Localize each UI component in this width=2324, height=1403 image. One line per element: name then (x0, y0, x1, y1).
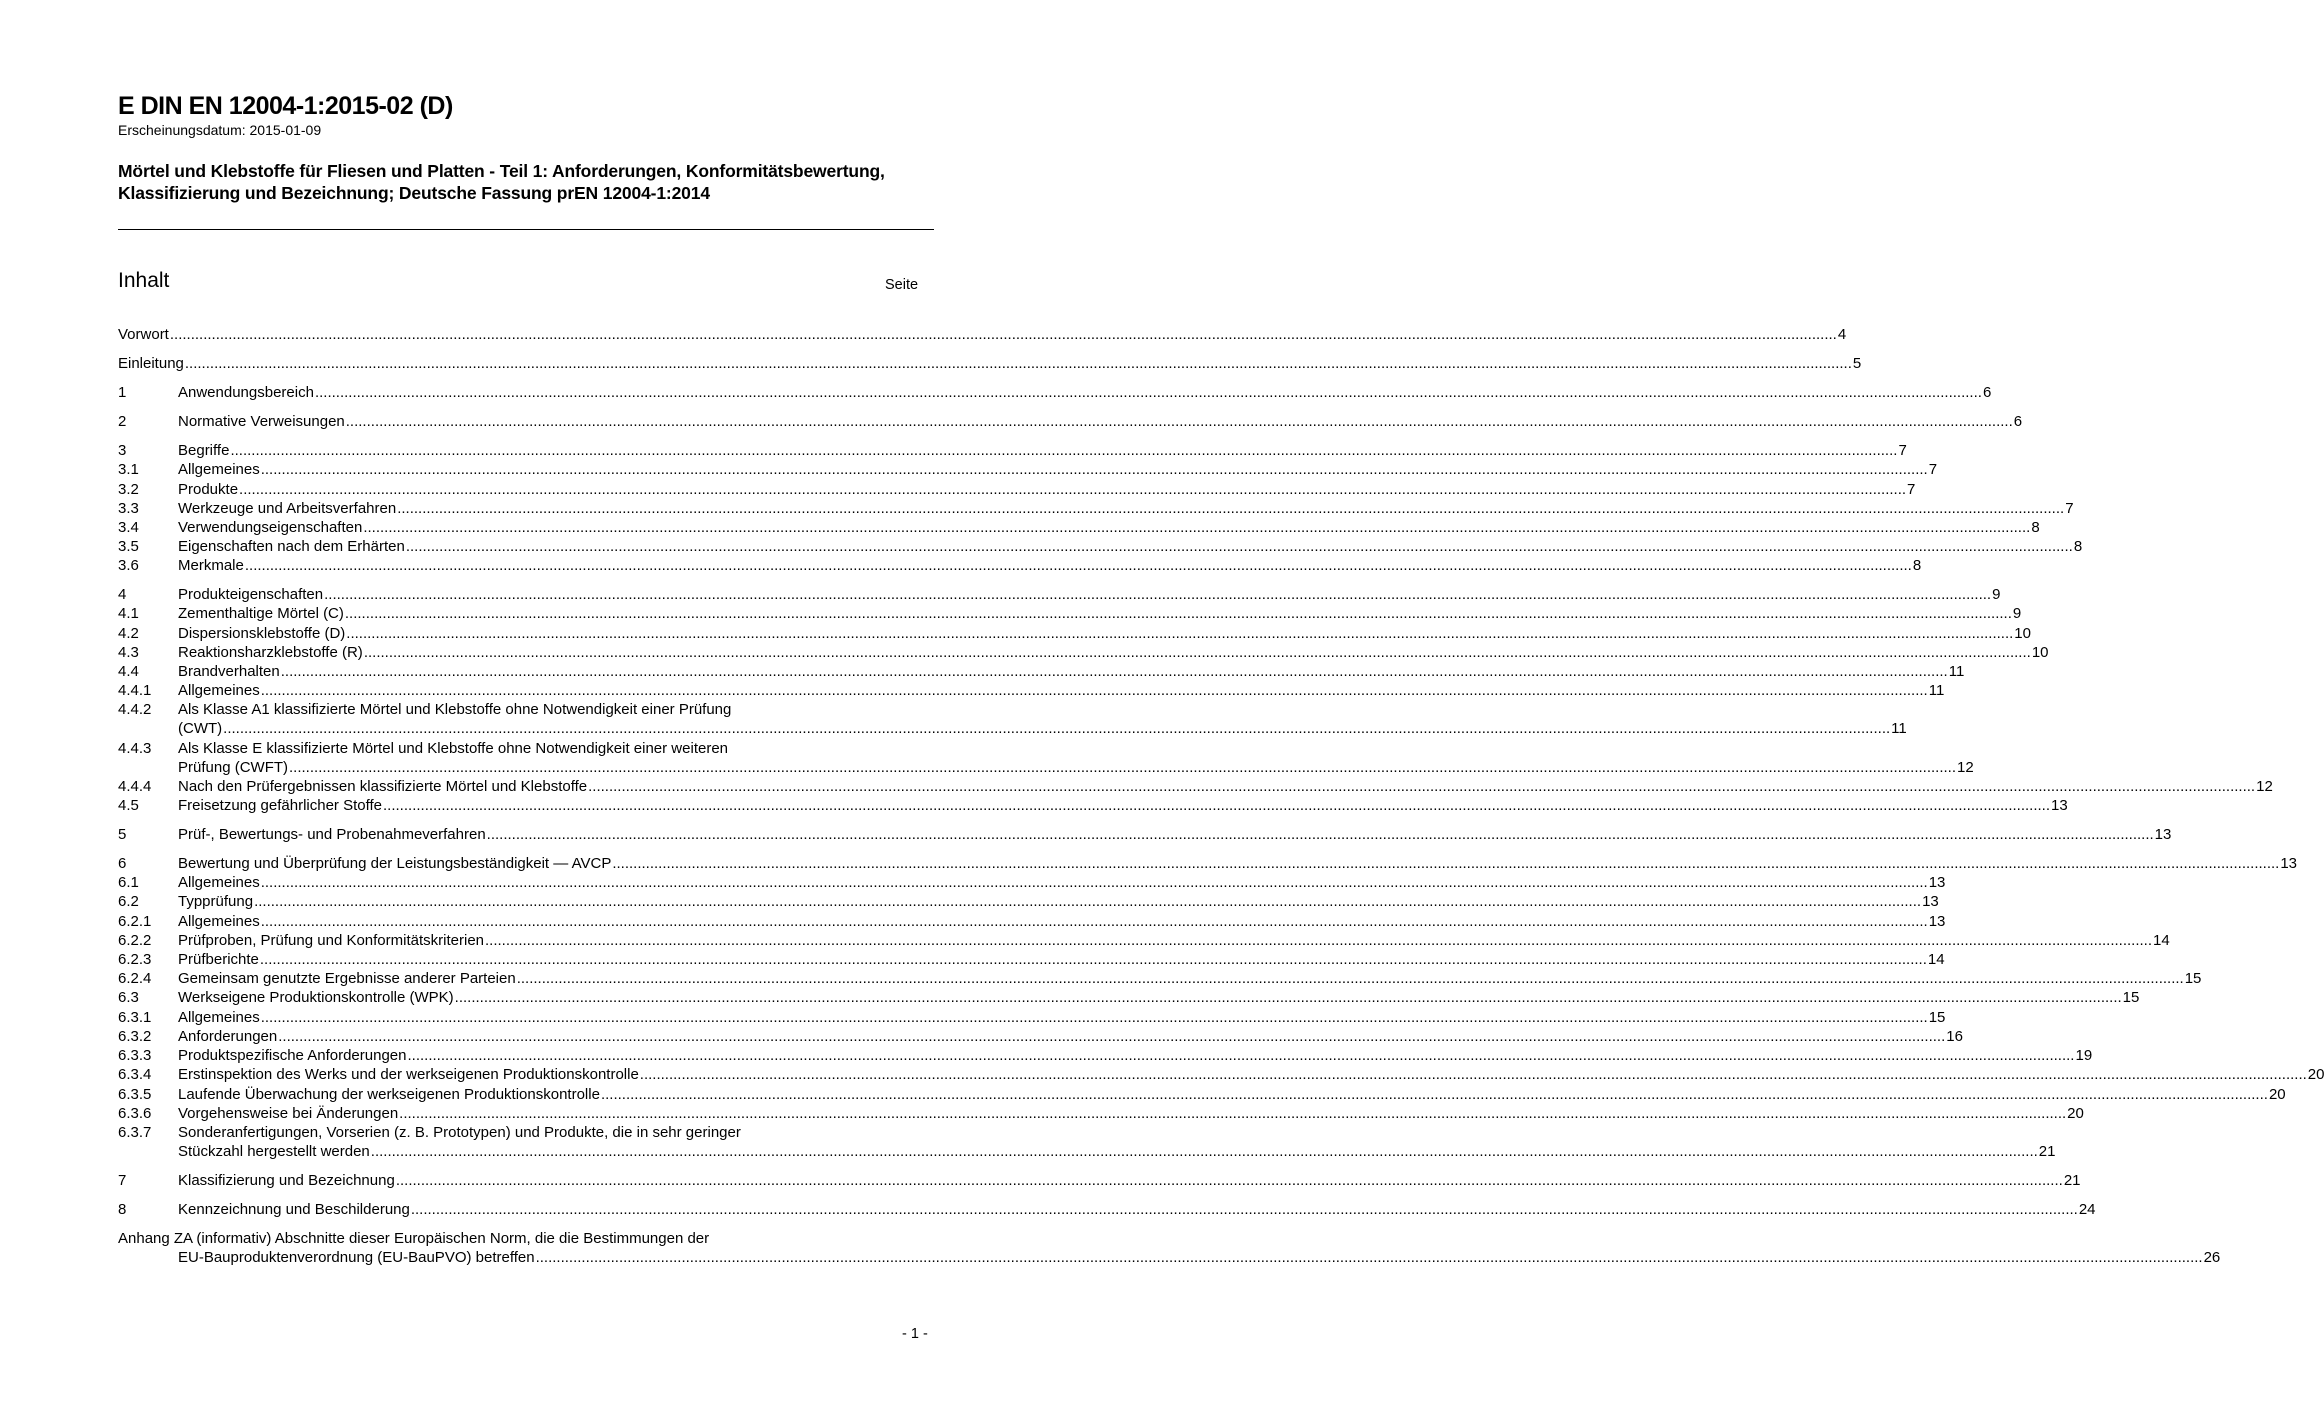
toc-entry-title: Begriffe (178, 442, 230, 459)
toc-entry-text (178, 1027, 1963, 1046)
toc-entry-number: 6.3.3 (118, 1047, 152, 1064)
toc-entry[interactable] (118, 1027, 1963, 1046)
dot-leader: ................................................................................................................................................................................................................................................................................................................................................................................................................ (260, 913, 1928, 930)
toc-entry-title: Normative Verweisungen (178, 413, 345, 430)
toc-entry-text (178, 739, 1974, 777)
toc-entry-title: Prüfberichte (178, 951, 259, 968)
toc-entry-text (178, 1123, 2056, 1161)
dot-leader: ................................................................................................................................................................................................................................................................................................................................................................................................................ (260, 682, 1928, 699)
toc-entry-number: 2 (118, 413, 127, 430)
toc-entry-title: Klassifizierung und Bezeichnung (178, 1172, 395, 1189)
toc-entry-title: Laufende Überwachung der werkseigenen Produktionskontrolle (178, 1086, 600, 1103)
toc-entry[interactable] (118, 1200, 2096, 1219)
toc-entry-text (178, 854, 2298, 873)
dot-leader: ................................................................................................................................................................................................................................................................................................................................................................................................................ (407, 1047, 2075, 1064)
toc-entry-number: 4.4 (118, 663, 139, 680)
toc-entry-number: 7 (118, 1172, 127, 1189)
toc-entry-page: 13 (2154, 826, 2172, 843)
toc-entry-text (178, 700, 1907, 738)
toc-entry[interactable] (118, 624, 2031, 643)
toc-entry-text (118, 325, 1847, 344)
toc-entry[interactable] (118, 585, 2001, 604)
toc-entry[interactable] (118, 604, 2022, 623)
dot-leader: ................................................................................................................................................................................................................................................................................................................................................................................................................ (260, 461, 1928, 478)
toc-entry-page: 20 (2268, 1086, 2286, 1103)
dot-leader: ................................................................................................................................................................................................................................................................................................................................................................................................................ (254, 893, 1922, 910)
toc-entry[interactable] (118, 537, 2083, 556)
toc-entry-title: Allgemeines (178, 682, 260, 699)
toc-entry-number: 6.2.1 (118, 913, 152, 930)
toc-entry-text (178, 1008, 1946, 1027)
toc-entry-text (178, 662, 1965, 681)
toc-entry-page: 21 (2063, 1172, 2081, 1189)
toc-entry-number: 3.4 (118, 519, 139, 536)
dot-leader: ................................................................................................................................................................................................................................................................................................................................................................................................................ (516, 970, 2184, 987)
dot-leader: ................................................................................................................................................................................................................................................................................................................................................................................................................ (260, 874, 1928, 891)
toc-entry[interactable] (118, 681, 1945, 700)
toc-entry-text (178, 585, 2001, 604)
toc-entry-text (178, 480, 1916, 499)
toc-entry[interactable] (118, 777, 2273, 796)
toc-entry[interactable] (118, 480, 1916, 499)
toc-entry-text (178, 988, 2140, 1007)
dot-leader: ................................................................................................................................................................................................................................................................................................................................................................................................................ (535, 1249, 2203, 1266)
toc-entry-title: Werkzeuge und Arbeitsverfahren (178, 500, 397, 517)
toc-entry-number: 1 (118, 384, 127, 401)
toc-entry[interactable] (118, 460, 1938, 479)
toc-entry-page: 13 (2051, 797, 2068, 814)
toc-entry-number: 8 (118, 1201, 127, 1218)
dot-leader: ................................................................................................................................................................................................................................................................................................................................................................................................................ (383, 797, 2051, 814)
toc-entry[interactable] (118, 825, 2172, 844)
toc-entry-title: Produktspezifische Anforderungen (178, 1047, 407, 1064)
toc-entry-title: Produkte (178, 481, 239, 498)
toc-entry-number: 3.2 (118, 481, 139, 498)
toc-entry-number: 6.3.5 (118, 1086, 152, 1103)
toc-entry[interactable] (118, 739, 1974, 777)
toc-entry-text (178, 556, 1922, 575)
toc-entry[interactable] (118, 969, 2202, 988)
toc-entry-title: Reaktionsharzklebstoffe (R) (178, 644, 363, 661)
toc-entry-number: 4.1 (118, 605, 139, 622)
toc-entry-text (178, 499, 2074, 518)
toc-entry-text (178, 912, 1946, 931)
toc-entry-title: Eigenschaften nach dem Erhärten (178, 538, 405, 555)
toc-entry[interactable] (118, 912, 1946, 931)
toc-entry-number: 6.1 (118, 874, 139, 891)
toc-entry[interactable] (118, 892, 1939, 911)
toc-entry-number: 4.5 (118, 797, 139, 814)
dot-leader: ................................................................................................................................................................................................................................................................................................................................................................................................................ (397, 500, 2065, 517)
toc-entry[interactable] (118, 412, 2023, 431)
toc-entry-title: Nach den Prüfergebnissen klassifizierte Mörtel und Klebstoffe (178, 778, 588, 795)
dot-leader: ................................................................................................................................................................................................................................................................................................................................................................................................................ (486, 826, 2154, 843)
dot-leader: ................................................................................................................................................................................................................................................................................................................................................................................................................ (485, 932, 2152, 949)
dot-leader: ................................................................................................................................................................................................................................................................................................................................................................................................................ (324, 586, 1992, 603)
publication-date: Erscheinungsdatum: 2015-01-09 (118, 122, 322, 138)
toc-entry[interactable] (118, 1065, 2324, 1084)
toc-entry-number: 4.4.3 (118, 740, 152, 757)
toc-entry[interactable] (118, 1229, 2221, 1267)
toc-entry[interactable] (118, 1123, 2056, 1161)
dot-leader: ................................................................................................................................................................................................................................................................................................................................................................................................................ (344, 605, 2012, 622)
toc-entry-text (178, 1104, 2084, 1123)
toc-entry-text (178, 383, 1992, 402)
dot-leader: ................................................................................................................................................................................................................................................................................................................................................................................................................ (395, 1172, 2063, 1189)
toc-entry[interactable] (118, 354, 1862, 373)
dot-leader: ................................................................................................................................................................................................................................................................................................................................................................................................................ (169, 326, 1837, 343)
toc-entry-text (178, 931, 2170, 950)
toc-entry-page: 4 (1837, 326, 1847, 343)
toc-entry-page: 8 (1912, 557, 1922, 574)
toc-entry-number: 5 (118, 826, 127, 843)
toc-entry[interactable] (118, 931, 2170, 950)
dot-leader: ................................................................................................................................................................................................................................................................................................................................................................................................................ (410, 1201, 2078, 1218)
toc-entry-title: Vorgehensweise bei Änderungen (178, 1105, 399, 1122)
toc-entry-text (178, 1171, 2081, 1190)
toc-entry-page: 11 (1928, 682, 1945, 699)
toc-entry-text (178, 1046, 2093, 1065)
toc-entry-number: 3.5 (118, 538, 139, 555)
toc-entry-title: EU-Bauproduktenverordnung (EU-BauPVO) betreffen (178, 1249, 535, 1266)
toc-entry[interactable] (118, 1171, 2081, 1190)
toc-entry-page: 15 (1928, 1009, 1946, 1026)
toc-entry-text (178, 1085, 2286, 1104)
toc-page-column-label: Seite (885, 277, 919, 293)
dot-leader: ................................................................................................................................................................................................................................................................................................................................................................................................................ (230, 442, 1898, 459)
toc-entry-text (178, 873, 1946, 892)
toc-entry-page: 20 (2307, 1066, 2324, 1083)
toc-entry-page: 8 (2073, 538, 2083, 555)
toc-entry-page: 9 (1992, 586, 2001, 603)
toc-entry-title: Allgemeines (178, 461, 260, 478)
toc-entry-number: 6.2.2 (118, 932, 152, 949)
toc-entry-number: 3 (118, 442, 127, 459)
toc-entry-page: 9 (2012, 605, 2022, 622)
dot-leader: ................................................................................................................................................................................................................................................................................................................................................................................................................ (454, 989, 2122, 1006)
toc-entry-number: 4.4.1 (118, 682, 152, 699)
toc-entry-page: 20 (2067, 1105, 2084, 1122)
toc-entry-number: 4.4.4 (118, 778, 152, 795)
toc-entry-page: 14 (2153, 932, 2170, 949)
toc-entry-number: 6.3.2 (118, 1028, 152, 1045)
toc-entry-text (178, 950, 1945, 969)
toc-entry-page: 6 (2013, 413, 2023, 430)
toc-entry-page: 15 (2122, 989, 2140, 1006)
toc-entry-title: Zementhaltige Mörtel (C) (178, 605, 344, 622)
toc-entry-number: 3.1 (118, 461, 139, 478)
toc-entry-page: 7 (1907, 481, 1916, 498)
toc-entry-number: 4.3 (118, 644, 139, 661)
toc-entry-title: Typprüfung (178, 893, 254, 910)
toc-entry-number: 6.3 (118, 989, 139, 1006)
toc-entry-number: 4.2 (118, 625, 139, 642)
toc-entry-title: Prüfproben, Prüfung und Konformitätskriterien (178, 932, 484, 949)
dot-leader: ................................................................................................................................................................................................................................................................................................................................................................................................................ (363, 644, 2031, 661)
toc-entry-number: 6.2 (118, 893, 139, 910)
toc-entry-text (178, 892, 1939, 911)
toc-entry[interactable] (118, 988, 2140, 1007)
toc-entry-title: Kennzeichnung und Beschilderung (178, 1201, 410, 1218)
toc-entry[interactable] (118, 383, 1992, 402)
toc-entry[interactable] (118, 873, 1946, 892)
toc-entry-title: Anforderungen (178, 1028, 278, 1045)
toc-entry[interactable] (118, 662, 1965, 681)
toc-entry-page: 13 (1928, 874, 1946, 891)
toc-entry[interactable] (118, 1085, 2286, 1104)
dot-leader: ................................................................................................................................................................................................................................................................................................................................................................................................................ (314, 384, 1982, 401)
toc-entry-text (178, 604, 2022, 623)
toc-entry-page: 11 (1948, 663, 1965, 680)
dot-leader: ................................................................................................................................................................................................................................................................................................................................................................................................................ (184, 355, 1852, 372)
dot-leader: ................................................................................................................................................................................................................................................................................................................................................................................................................ (346, 625, 2014, 642)
toc-entry-title: Stückzahl hergestellt werden (178, 1143, 370, 1160)
toc-entry-title: Freisetzung gefährlicher Stoffe (178, 797, 383, 814)
toc-entry-number: 4.4.2 (118, 701, 152, 718)
toc-entry-text (178, 624, 2031, 643)
toc-entry-text (178, 412, 2023, 431)
toc-entry-page: 7 (1928, 461, 1938, 478)
toc-entry-title: Anhang ZA (informativ) Abschnitte dieser Europäischen Norm, die die Bestimmungen der (118, 1230, 710, 1247)
toc-entry-title: Verwendungseigenschaften (178, 519, 363, 536)
toc-entry-page: 12 (2256, 778, 2273, 795)
toc-entry-page: 5 (1852, 355, 1862, 372)
toc-entry-number: 3.6 (118, 557, 139, 574)
toc-entry[interactable] (118, 1046, 2093, 1065)
toc-entry-title: Als Klasse E klassifizierte Mörtel und Klebstoffe ohne Notwendigkeit einer weiteren (178, 740, 729, 757)
toc-entry-title: Produkteigenschaften (178, 586, 324, 603)
toc-entry-number: 6.3.1 (118, 1009, 152, 1026)
dot-leader: ................................................................................................................................................................................................................................................................................................................................................................................................................ (363, 519, 2031, 536)
toc-entry-title: Dispersionsklebstoffe (D) (178, 625, 346, 642)
toc-entry-text (118, 1229, 2221, 1267)
toc-entry-text (178, 518, 2040, 537)
toc-entry[interactable] (118, 950, 1945, 969)
dot-leader: ................................................................................................................................................................................................................................................................................................................................................................................................................ (639, 1066, 2307, 1083)
toc-entry-title: Erstinspektion des Werks und der werkseigenen Produktionskontrolle (178, 1066, 639, 1083)
toc-entry-text (178, 969, 2202, 988)
toc-entry-page: 15 (2184, 970, 2202, 987)
toc-entry-title: Sonderanfertigungen, Vorserien (z. B. Prototypen) und Produkte, die in sehr geringer (178, 1124, 741, 1141)
dot-leader: ................................................................................................................................................................................................................................................................................................................................................................................................................ (405, 538, 2073, 555)
dot-leader: ................................................................................................................................................................................................................................................................................................................................................................................................................ (289, 759, 1957, 776)
dot-leader: ................................................................................................................................................................................................................................................................................................................................................................................................................ (370, 1143, 2038, 1160)
toc-entry-number: 6.2.3 (118, 951, 152, 968)
toc-entry-text (178, 796, 2068, 815)
toc-entry-page: 7 (2065, 500, 2074, 517)
toc-entry-page: 11 (1891, 720, 1907, 737)
dot-leader: ................................................................................................................................................................................................................................................................................................................................................................................................................ (260, 1009, 1928, 1026)
dot-leader: ................................................................................................................................................................................................................................................................................................................................................................................................................ (588, 778, 2256, 795)
toc-entry-page: 16 (1946, 1028, 1963, 1045)
toc-heading: Inhalt (118, 269, 170, 292)
toc-entry-text (178, 1065, 2324, 1084)
toc-entry-page: 14 (1927, 951, 1945, 968)
toc-entry-number: 3.3 (118, 500, 139, 517)
toc-entry-page: 19 (2075, 1047, 2093, 1064)
toc-entry-page: 10 (2014, 625, 2031, 642)
document-title: E DIN EN 12004-1:2015-02 (D) (118, 92, 453, 120)
toc-entry-title: Allgemeines (178, 874, 260, 891)
toc-entry-title: Prüf-, Bewertungs- und Probenahmeverfahren (178, 826, 486, 843)
toc-entry-page: 13 (1922, 893, 1939, 910)
toc-entry[interactable] (118, 325, 1847, 344)
toc-entry-title: Allgemeines (178, 913, 260, 930)
toc-entry[interactable] (118, 796, 2068, 815)
toc-entry-title: Einleitung (118, 355, 184, 372)
dot-leader: ................................................................................................................................................................................................................................................................................................................................................................................................................ (239, 481, 1907, 498)
toc-entry-number: 6.3.4 (118, 1066, 152, 1083)
toc-entry-page: 10 (2031, 644, 2049, 661)
toc-entry-page: 13 (2280, 855, 2298, 872)
toc-entry-text (178, 441, 1907, 460)
dot-leader: ................................................................................................................................................................................................................................................................................................................................................................................................................ (612, 855, 2280, 872)
toc-entry[interactable] (118, 556, 1922, 575)
toc-entry-title: Gemeinsam genutzte Ergebnisse anderer Parteien (178, 970, 516, 987)
toc-entry-page: 26 (2203, 1249, 2221, 1266)
toc-entry-page: 21 (2038, 1143, 2056, 1160)
dot-leader: ................................................................................................................................................................................................................................................................................................................................................................................................................ (345, 413, 2013, 430)
toc-entry-number: 6 (118, 855, 127, 872)
toc-entry-page: 8 (2031, 519, 2040, 536)
toc-entry[interactable] (118, 1104, 2084, 1123)
dot-leader: ................................................................................................................................................................................................................................................................................................................................................................................................................ (278, 1028, 1946, 1045)
toc-entry-title: Allgemeines (178, 1009, 260, 1026)
toc-entry-title: Werkseigene Produktionskontrolle (WPK) (178, 989, 454, 1006)
toc-entry-page: 13 (1928, 913, 1946, 930)
toc-entry-page: 12 (1957, 759, 1974, 776)
toc-entry-text (178, 460, 1938, 479)
toc-entry-number: 4 (118, 586, 127, 603)
toc-entry-title: Anwendungsbereich (178, 384, 314, 401)
toc-entry[interactable] (118, 700, 1907, 738)
page-number: - 1 - (902, 1326, 928, 1342)
toc-entry-title: Brandverhalten (178, 663, 280, 680)
toc-entry[interactable] (118, 518, 2040, 537)
dot-leader: ................................................................................................................................................................................................................................................................................................................................................................................................................ (399, 1105, 2067, 1122)
toc-entry-text (178, 825, 2172, 844)
toc-entry[interactable] (118, 854, 2298, 873)
toc-entry-title: Merkmale (178, 557, 244, 574)
toc-entry-text (178, 681, 1945, 700)
toc-entry[interactable] (118, 643, 2049, 662)
toc-entry-text (178, 643, 2049, 662)
dot-leader: ................................................................................................................................................................................................................................................................................................................................................................................................................ (244, 557, 1912, 574)
toc-entry-title: Bewertung und Überprüfung der Leistungsbeständigkeit — AVCP (178, 855, 612, 872)
dot-leader: ................................................................................................................................................................................................................................................................................................................................................................................................................ (280, 663, 1948, 680)
toc-entry-text (178, 1200, 2096, 1219)
toc-entry-title: Als Klasse A1 klassifizierte Mörtel und Klebstoffe ohne Notwendigkeit einer Prüfung (178, 701, 732, 718)
toc-entry[interactable] (118, 1008, 1946, 1027)
toc-entry-title: Vorwort (118, 326, 169, 343)
toc-entry-page: 7 (1898, 442, 1907, 459)
toc-entry[interactable] (118, 499, 2074, 518)
toc-entry-page: 24 (2078, 1201, 2096, 1218)
dot-leader: ................................................................................................................................................................................................................................................................................................................................................................................................................ (600, 1086, 2268, 1103)
toc-entry-title: (CWT) (178, 720, 223, 737)
toc-entry[interactable] (118, 441, 1907, 460)
toc-entry-number: 6.2.4 (118, 970, 152, 987)
toc-entry-text (178, 537, 2083, 556)
toc-entry-number: 6.3.6 (118, 1105, 152, 1122)
toc-entry-text (178, 777, 2273, 796)
toc-entry-title: Prüfung (CWFT) (178, 759, 289, 776)
toc-entry-number: 6.3.7 (118, 1124, 152, 1141)
dot-leader: ................................................................................................................................................................................................................................................................................................................................................................................................................ (223, 720, 1891, 737)
toc-entry-page: 6 (1982, 384, 1992, 401)
dot-leader: ................................................................................................................................................................................................................................................................................................................................................................................................................ (259, 951, 1927, 968)
toc-entry-text (118, 354, 1862, 373)
document-subtitle: Mörtel und Klebstoffe für Fliesen und Platten - Teil 1: Anforderungen, Konformitätsbewertung, Klassifizierung und Bezeichnung; Deutsche Fassung prEN 12004-1:2014 (118, 161, 885, 203)
